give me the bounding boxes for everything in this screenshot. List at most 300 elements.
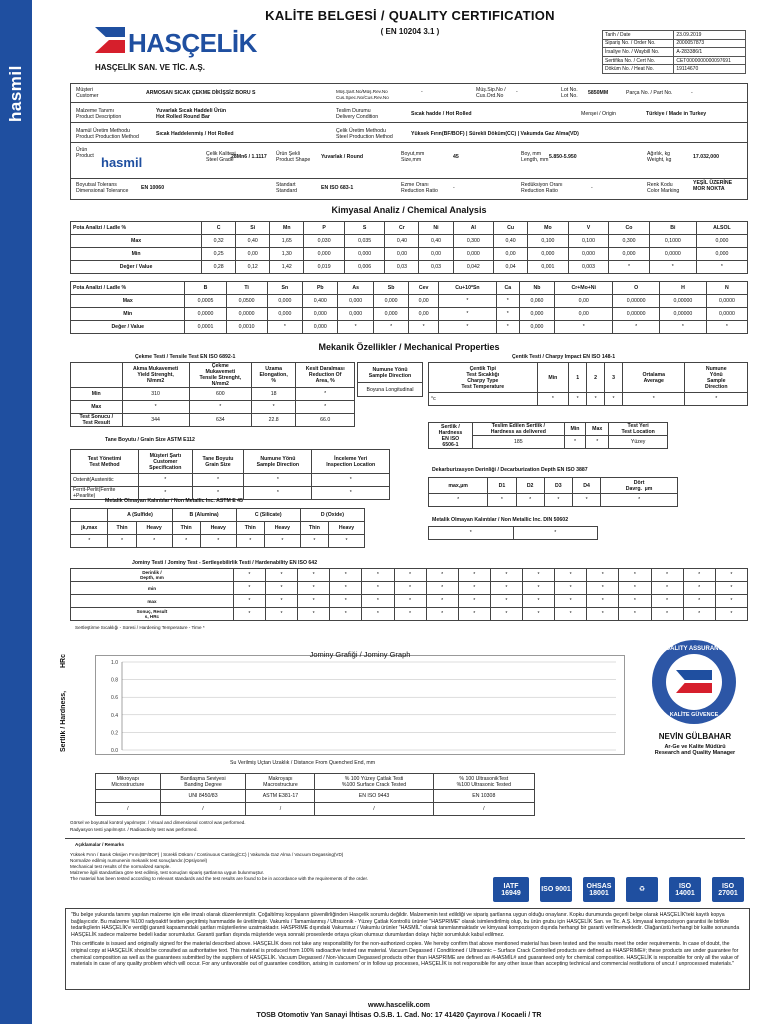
table-cell: B — [185, 282, 226, 295]
table-cell: 0,40 — [494, 235, 528, 248]
cust-spec-value: - — [421, 89, 423, 95]
table-row — [71, 401, 355, 414]
hardening-temp: Sertleştirme Sıcaklığı - Süresi / Hardening Temperature - Time * — [75, 625, 205, 630]
table-cell: * — [572, 494, 600, 507]
length-label: Boy, mm Length, mm — [521, 151, 549, 163]
jominy-table — [70, 568, 748, 621]
table-cell: * — [496, 295, 519, 308]
table-cell: 0,0001 — [185, 321, 226, 334]
table-cell: Al — [453, 222, 494, 235]
table-cell: * — [139, 487, 193, 500]
table-cell: * — [264, 535, 300, 548]
table-cell: Pb — [303, 282, 338, 295]
tensile-table — [70, 362, 355, 427]
cert-badge: IATF 16949 — [493, 877, 529, 902]
table-cell: min — [71, 582, 234, 595]
table-cell: 0,300 — [453, 235, 494, 248]
decarb-title: Dekarburizasyon Derinliği / Decarburization Depth EN ISO 3887 — [432, 467, 588, 473]
table-cell: * — [619, 569, 651, 582]
table-cell: 0,00000 — [613, 308, 660, 321]
table-cell: * — [394, 569, 426, 582]
table-cell: 0,0000 — [706, 308, 747, 321]
table-cell: CET0000000000097691 — [674, 56, 746, 65]
table-cell: * — [651, 582, 683, 595]
table-cell: * — [537, 393, 569, 406]
table-cell: 1,30 — [270, 248, 304, 261]
table-cell: * — [298, 582, 330, 595]
table-cell: * — [706, 321, 747, 334]
length-value: 5.850-5.950 — [549, 154, 577, 160]
y-tick-label: 0.4 — [111, 712, 118, 719]
table-cell: * — [429, 494, 488, 507]
header-meta-table — [602, 30, 746, 74]
table-cell: Sertlik / Hardness EN ISO 6506-1 — [429, 423, 473, 449]
table-cell: 0,0005 — [185, 295, 226, 308]
table-cell: * — [439, 295, 497, 308]
table-row — [71, 261, 748, 274]
table-cell: 0,00000 — [660, 295, 707, 308]
table-row — [71, 295, 748, 308]
chart-yunit: HRc — [60, 654, 67, 669]
table-cell: 0,000 — [338, 295, 373, 308]
table-cell: * — [338, 321, 373, 334]
table-cell: * — [108, 535, 136, 548]
table-cell: * — [189, 401, 251, 414]
table-row — [429, 527, 598, 540]
table-cell: 0,000 — [303, 321, 338, 334]
jominy-title: Jominy Testi / Jominy Test - Sertleşebilirlik Testi / Hardenability EN ISO 642 — [132, 560, 318, 566]
table-cell: Cr — [385, 222, 419, 235]
grain-title: Tane Boyutu / Grain Size ASTM E112 — [105, 437, 195, 443]
grade-label: Çelik Kalitesi Steel Grade — [206, 151, 236, 163]
table-cell: Thin — [236, 522, 264, 535]
table-row — [71, 608, 748, 621]
delivery-label: Teslim Durumu Delivery Condition — [336, 108, 379, 120]
table-row — [71, 450, 390, 474]
seal-top-text: QUALITY ASSURANCE — [661, 646, 727, 652]
table-row — [603, 39, 746, 48]
table-cell: D3 — [544, 478, 572, 494]
table-cell: * — [426, 608, 458, 621]
table-cell: * — [266, 595, 298, 608]
table-cell: Cu — [494, 222, 528, 235]
table-cell: 66.0 — [296, 414, 355, 427]
table-cell: 0,000 — [696, 235, 747, 248]
table-cell: * — [296, 388, 355, 401]
table-cell: * — [619, 582, 651, 595]
table-cell: / — [96, 803, 161, 816]
table-cell: * — [490, 569, 522, 582]
table-cell: Co — [609, 222, 650, 235]
table-cell: * — [266, 582, 298, 595]
table-row — [603, 56, 746, 65]
table-cell: 0,000 — [267, 308, 302, 321]
nmi-table — [70, 508, 365, 548]
red-area-value: - — [591, 185, 593, 191]
table-cell: * — [409, 321, 439, 334]
table-cell: max,µm — [429, 478, 488, 494]
table-cell: * — [490, 582, 522, 595]
standard-value: EN ISO 683-1 — [321, 185, 354, 191]
table-cell: 0,00 — [555, 295, 613, 308]
table-cell: * — [683, 595, 715, 608]
table-cell: 22.8 — [251, 414, 295, 427]
table-cell: 0,000 — [519, 308, 554, 321]
table-cell: * — [715, 595, 747, 608]
y-tick-label: 0.2 — [111, 730, 118, 737]
table-cell: / — [160, 803, 246, 816]
table-cell: * — [458, 608, 490, 621]
y-tick-label: 1.0 — [111, 660, 118, 666]
decarb-table — [428, 477, 678, 507]
table-cell: * — [496, 308, 519, 321]
remark-line: The material has been tested according to relevant standards and the test results are found to be in accordance with the requirements of the order. — [70, 876, 369, 881]
table-cell: Min — [564, 423, 585, 436]
table-cell — [96, 790, 161, 803]
customer-label: Müşteri Customer — [76, 87, 99, 99]
table-cell: 0,0000 — [706, 295, 747, 308]
table-cell: 2000057873 — [674, 39, 746, 48]
product-desc-value: Yuvarlak Sıcak Haddeli Ürün Hot Rolled Round Bar — [156, 108, 227, 120]
table-cell: * — [683, 569, 715, 582]
reduction-label: Ezme Oranı Reduction Ratio — [401, 182, 438, 194]
table-cell: 0,00 — [236, 248, 270, 261]
table-cell: Bi — [649, 222, 696, 235]
table-cell: * — [523, 608, 555, 621]
table-cell: 0,001 — [528, 261, 569, 274]
table-cell: 600 — [189, 388, 251, 401]
table-cell: * — [569, 393, 587, 406]
table-cell: * — [266, 569, 298, 582]
table-cell: Thin — [108, 522, 136, 535]
table-cell: * — [266, 608, 298, 621]
table-cell: Numune Yönü Sample Direction — [244, 450, 312, 474]
table-cell: 0,000 — [344, 248, 385, 261]
page-subtitle: ( EN 10204 3.1 ) — [380, 27, 440, 36]
logo-icon — [95, 27, 125, 53]
table-row — [71, 414, 355, 427]
table-cell: * — [587, 582, 619, 595]
table-cell: * — [496, 321, 519, 334]
origin-value: Türkiye / Made in Turkey — [646, 111, 707, 117]
table-row — [71, 321, 748, 334]
part-label: Parça No. / Part No. — [626, 90, 673, 96]
table-cell: Makroyapı Macrostructure — [246, 774, 315, 790]
table-cell: * — [122, 401, 189, 414]
chart-ylabel: Sertlik / Hardness, — [60, 690, 67, 752]
table-cell: * — [233, 608, 265, 621]
table-cell: * — [587, 608, 619, 621]
table-cell: Ferrit-Perlit(Ferrite +Pearlite) — [71, 487, 139, 500]
table-cell: Ca — [496, 282, 519, 295]
table-cell: D1 — [488, 478, 516, 494]
table-cell: 1,42 — [270, 261, 304, 274]
company-name: HASÇELİK SAN. VE TİC. A.Ş. — [95, 63, 205, 72]
table-cell: * — [394, 608, 426, 621]
table-cell: V — [568, 222, 609, 235]
table-cell: 0,00 — [419, 248, 453, 261]
table-cell: Min — [537, 363, 569, 393]
signer-role-tr: Ar-Ge ve Kalite Müdürü — [664, 744, 726, 750]
table-cell: Ortalama Average — [622, 363, 685, 393]
table-cell: * — [329, 535, 365, 548]
table-cell: 0,00 — [385, 248, 419, 261]
shape-value: Yuvarlak / Round — [321, 154, 364, 160]
table-cell: * — [649, 261, 696, 274]
table-cell: * — [490, 608, 522, 621]
table-cell: Heavy — [200, 522, 236, 535]
table-cell: * — [426, 569, 458, 582]
steel-method-value: Yüksek Fırın(BF/BOF) | Sürekli Döküm(CC) | Vakumda Gaz Alma(VD) — [411, 131, 579, 137]
weight-label: Ağırlık, kg Weight, kg — [647, 151, 672, 163]
table-cell: 0,000 — [267, 295, 302, 308]
table-cell: * — [622, 393, 685, 406]
table-cell: * — [587, 393, 605, 406]
table-cell: Min — [71, 248, 202, 261]
table-cell: Derinlik / Depth, mm — [71, 569, 234, 582]
sidebar-brand: hasmil — [6, 65, 25, 122]
remarks-title: Açıklamalar / Remarks — [75, 842, 125, 847]
table-cell: * — [362, 595, 394, 608]
table-cell: * — [458, 595, 490, 608]
table-row — [429, 494, 678, 507]
table-cell: Çentik Tipi Test Sıcaklığı Charpy Type Test Temperature — [429, 363, 538, 393]
table-cell: * — [685, 393, 748, 406]
sample-dir-head: Numune Yönü Sample Direction — [358, 363, 423, 383]
table-cell: Dört Davrg. µm — [601, 478, 678, 494]
table-cell: * — [373, 321, 408, 334]
table-cell: * — [555, 595, 587, 608]
lot-label-2: Lot No. — [561, 93, 578, 99]
table-cell: EN ISO 9443 — [315, 790, 433, 803]
remark-line: Malzeme ilgili standartlara göre test edilmiş, test sonuçları sipariş şartlarına uygun bulunmuştur. — [70, 870, 265, 875]
y-tick-label: 0.8 — [111, 677, 118, 684]
sample-dir-value: Boyuna Longitudinal — [358, 383, 423, 397]
table-cell: 0,006 — [344, 261, 385, 274]
disclaimer-tr: "Bu belge yukarıda tanımı yapılan malzeme için elle imzalı olarak düzenlenmiştir. Çoğaltılmış kopyaların güvenilirliğinden Hasçelik sorumlu değildir. Malzemenin test edildiği ve sipariş şartlarına uygun olduğu onaylanır. Kopku durumunda geçerli belge olarak HASÇELİK'teki kayıtlı kopya bağlayıcıdır. Bu malzeme %100 radyoaktif testten geçirilmiş hammadde ile üretilmiştir. Vakumlu / Tamamlanmış / Ultrasonik - Yüzey Çatlak Kontrollü ürünler "HASPRIME" olarak isimlendirilmiş olup, bu ürün grubu için HASÇELİK San. ve Tic. A.Ş. kimyasal kompozisyon garantisi ile birlikte tedarikçilerin HASÇELİK'e verdiği garanti kapsamındaki şartları müşterilerine uzatmaktadır. HASPRIME dışındaki Vakumsuz / Vakumlu ürünler "HASMİL" olarak tanımlanmaktadır ve kimyasal kompozisyon dışında herhangi bir garanti verilmemektedir. Olağanüstü herhangi bir kalite sorununda HASÇELİK sadece malzeme bedeli kadar sorumludur. Garanti şartları dışında müşteride veya sonraki proseslerde ortaya çıkan olumsuz durumlardan dolayı hiçbir sorumluluk kabul edilmez. — [71, 912, 740, 938]
charpy-title: Çentik Testi / Charpy Impact EN ISO 148-1 — [512, 354, 616, 360]
lot-label: Lot No. — [561, 87, 578, 93]
table-cell: C — [202, 222, 236, 235]
table-cell: * — [605, 393, 623, 406]
table-cell: * — [544, 494, 572, 507]
table-cell: Max — [71, 401, 123, 414]
table-cell: * — [587, 595, 619, 608]
quality-seal — [652, 640, 736, 724]
table-cell: Ni — [419, 222, 453, 235]
table-cell: Test Yönetimi Test Method — [71, 450, 139, 474]
table-cell: Ti — [226, 282, 267, 295]
table-cell: * — [523, 582, 555, 595]
table-cell: Min — [71, 308, 185, 321]
table-cell: Sb — [373, 282, 408, 295]
table-cell: 3 — [605, 363, 623, 393]
table-cell: 0,000 — [373, 295, 408, 308]
remark-line: Normalize edilmiş numunenin mekanik test sonuçlarıdır.(Opsiyonel) — [70, 858, 208, 863]
table-row — [71, 363, 355, 388]
table-cell: 0,40 — [385, 235, 419, 248]
table-cell: * — [267, 321, 302, 334]
y-tick-label: 0.6 — [111, 695, 118, 702]
table-cell: * — [619, 608, 651, 621]
table-cell: 0,000 — [568, 248, 609, 261]
table-cell: * — [330, 582, 362, 595]
table-cell: Döküm No. / Heat No. — [603, 65, 674, 74]
table-cell: Heavy — [264, 522, 300, 535]
table-cell: / — [315, 803, 433, 816]
prod-method-value: Sıcak Haddelenmiş / Hot Rolled — [156, 131, 234, 137]
table-row — [429, 478, 678, 494]
hardness-table — [428, 422, 668, 449]
table-cell: Cr+Mo+Ni — [555, 282, 613, 295]
table-cell: Thin — [300, 522, 328, 535]
table-cell: * — [523, 569, 555, 582]
table-cell: * — [312, 474, 390, 487]
table-cell: * — [330, 608, 362, 621]
table-cell: 0,400 — [303, 295, 338, 308]
mech-title: Mekanik Özellikler / Mechanical Properties — [318, 342, 500, 352]
table-cell: * — [651, 595, 683, 608]
charpy-table — [428, 362, 748, 406]
product-info-block — [70, 83, 748, 200]
seal-bottom-text: KALİTE GÜVENCE — [669, 712, 719, 718]
table-cell: * — [587, 569, 619, 582]
table-cell: Max — [586, 423, 609, 436]
chart-xlabel: Su Verilmiş Uçtan Uzaklık / Distance From Quenched End, mm — [230, 760, 376, 766]
table-cell: * — [71, 535, 108, 548]
table-cell: Değer / Value — [71, 321, 185, 334]
table-cell: 0,00 — [409, 308, 439, 321]
table-cell: 0,03 — [419, 261, 453, 274]
weight-value: 17.032,000 — [693, 154, 719, 160]
table-row — [96, 803, 535, 816]
table-cell: 0,00 — [409, 295, 439, 308]
table-cell: Cu+10*Sn — [439, 282, 497, 295]
table-row — [71, 235, 748, 248]
tensile-title: Çekme Testi / Tensile Test EN ISO 6892-1 — [135, 354, 236, 360]
table-cell: 0,40 — [236, 235, 270, 248]
table-cell: 0,40 — [419, 235, 453, 248]
color-label: Renk Kodu Color Marking — [647, 182, 680, 194]
table-cell: * — [586, 436, 609, 449]
table-row — [603, 48, 746, 57]
table-cell: Min — [71, 388, 123, 401]
table-cell: Ostenit(Austenitic — [71, 474, 139, 487]
disclaimer-box — [65, 908, 750, 990]
cert-badge: ISO 9001 — [540, 877, 572, 902]
table-row — [603, 65, 746, 74]
product-desc-label: Malzeme Tanımı Product Description — [76, 108, 122, 120]
table-cell: 0,030 — [304, 235, 345, 248]
remark-line: Mechanical test results of the normalized sample. — [70, 864, 171, 869]
table-row — [96, 774, 535, 790]
y-tick-label: 0.0 — [111, 748, 118, 754]
table-cell: * — [172, 535, 200, 548]
company-logo: HASÇELİK — [128, 28, 257, 58]
nmi2-title: Metalik Olmayan Kalıntılar / Non Metallic Inc. DIN 50602 — [432, 517, 569, 523]
table-cell: * — [136, 535, 172, 548]
table-cell: Pota Analizi / Ladle % — [71, 222, 202, 235]
grain-table — [70, 449, 390, 500]
table-cell: Sn — [267, 282, 302, 295]
size-value: 45 — [453, 154, 459, 160]
table-cell: 0,000 — [528, 248, 569, 261]
table-cell: °c — [429, 393, 538, 406]
cert-badge: OHSAS 18001 — [583, 877, 615, 902]
tolerance-value: EN 10060 — [141, 185, 165, 191]
table-cell: * — [298, 569, 330, 582]
table-cell: * — [555, 321, 613, 334]
table-cell — [71, 509, 108, 522]
table-cell: D2 — [516, 478, 544, 494]
table-cell: Tarih / Date — [603, 31, 674, 40]
table-cell: * — [513, 527, 598, 540]
table-cell: EN 10308 — [433, 790, 534, 803]
table-cell: 0,000 — [303, 308, 338, 321]
table-row — [429, 393, 748, 406]
table-cell: * — [488, 494, 516, 507]
table-row — [71, 308, 748, 321]
table-cell: 0,100 — [528, 235, 569, 248]
table-cell: 0,000 — [338, 308, 373, 321]
table-cell: * — [298, 595, 330, 608]
table-cell: Cev — [409, 282, 439, 295]
table-cell: Sipariş No. / Order No. — [603, 39, 674, 48]
chem-title: Kimyasal Analiz / Chemical Analysis — [331, 205, 487, 215]
table-cell: 310 — [122, 388, 189, 401]
table-cell: * — [200, 535, 236, 548]
table-cell: max — [71, 595, 234, 608]
table-cell: 634 — [189, 414, 251, 427]
table-cell: ALSOL — [696, 222, 747, 235]
table-cell: * — [458, 569, 490, 582]
table-cell: * — [426, 582, 458, 595]
table-cell: * — [251, 401, 295, 414]
table-cell: * — [439, 308, 497, 321]
delivery-value: Sıcak hadde / Hot Rolled — [411, 111, 472, 117]
table-cell: * — [233, 595, 265, 608]
table-cell: * — [192, 487, 244, 500]
table-cell: 0,019 — [304, 261, 345, 274]
part-value: - — [691, 90, 693, 96]
table-cell: Numune Yönü Sample Direction — [685, 363, 748, 393]
table-cell: N — [706, 282, 747, 295]
table-cell: 1 — [569, 363, 587, 393]
table-cell: * — [192, 474, 244, 487]
shape-label: Ürün Şekli Product Shape — [276, 151, 311, 163]
table-cell: Teslim Edilen Sertlik / Hardness as delivered — [472, 423, 564, 436]
table-cell: Max — [71, 235, 202, 248]
chem-table-2 — [70, 281, 748, 334]
table-cell: 0,1000 — [649, 235, 696, 248]
table-cell: 0,003 — [568, 261, 609, 274]
cust-spec-label: Müş.Şart.No/Müş.Rev.No Cus.Spec.No/Cus.Rev.No — [336, 89, 389, 100]
table-cell: Heavy — [329, 522, 365, 535]
table-row — [96, 790, 535, 803]
table-cell: B (Alumina) — [172, 509, 236, 522]
origin-label: Menşei / Origin — [581, 111, 616, 117]
table-cell: 0,00000 — [660, 308, 707, 321]
table-cell: 0,25 — [202, 248, 236, 261]
table-cell: 23.09.2019 — [674, 31, 746, 40]
table-cell: Test Yeri Test Location — [609, 423, 668, 436]
table-cell: 0,04 — [494, 261, 528, 274]
visual-note: Görsel ve boyutsal kontrol yapılmıştır. / Visual and dimensional control was performed. — [70, 820, 246, 825]
table-cell: * — [330, 569, 362, 582]
table-row — [71, 222, 748, 235]
table-cell: 0,042 — [453, 261, 494, 274]
table-cell: * — [312, 487, 390, 500]
